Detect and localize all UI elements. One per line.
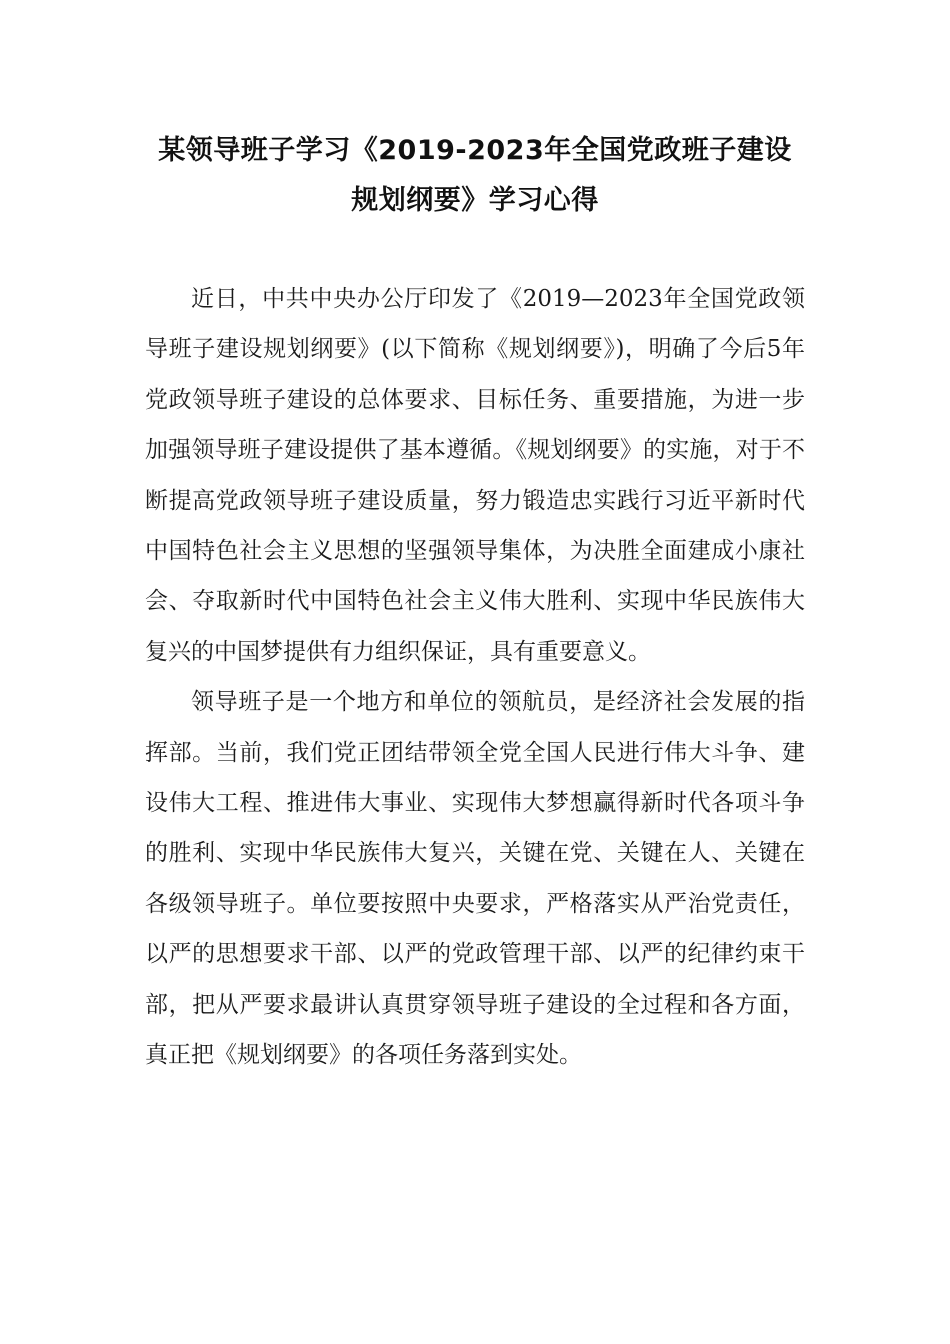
paragraph-2: 领导班子是一个地方和单位的领航员，是经济社会发展的指挥部。当前，我们党正团结带领全党全国人民进行伟大斗争、建设伟大工程、推进伟大事业、实现伟大梦想赢得新时代各项斗争的胜利、实现中华民族伟大复兴，关键在党、关键在人、关键在各级领导班子。单位要按照中央要求，严格落实从严治党责任，以严的思想要求干部、以严的党政管理干部、以严的纪律约束干部，把从严要求最讲认真贯穿领导班子建设的全过程和各方面，真正把《规划纲要》的各项任务落到实处。 [145, 689, 805, 1069]
document-title [120, 126, 830, 226]
paragraph-1: 近日，中共中央办公厅印发了《2019—2023年全国党政领导班子建设规划纲要》(以下简称《规划纲要》)，明确了今后5年党政领导班子建设的总体要求、目标任务、重要措施，为进一步加强领导班子建设提供了基本遵循。《规划纲要》的实施，对于不断提高党政领导班子建设质量，努力锻造忠实践行习近平新时代中国特色社会主义思想的坚强领导集体，为决胜全面建成小康社会、夺取新时代中国特色社会主义伟大胜利、实现中华民族伟大复兴的中国梦提供有力组织保证，具有重要意义。 [145, 286, 805, 665]
title-line-2: 规划纲要》学习心得 [351, 185, 599, 216]
document-body [145, 274, 805, 1081]
title-line-1: 某领导班子学习《2019-2023年全国党政班子建设 [158, 135, 792, 166]
